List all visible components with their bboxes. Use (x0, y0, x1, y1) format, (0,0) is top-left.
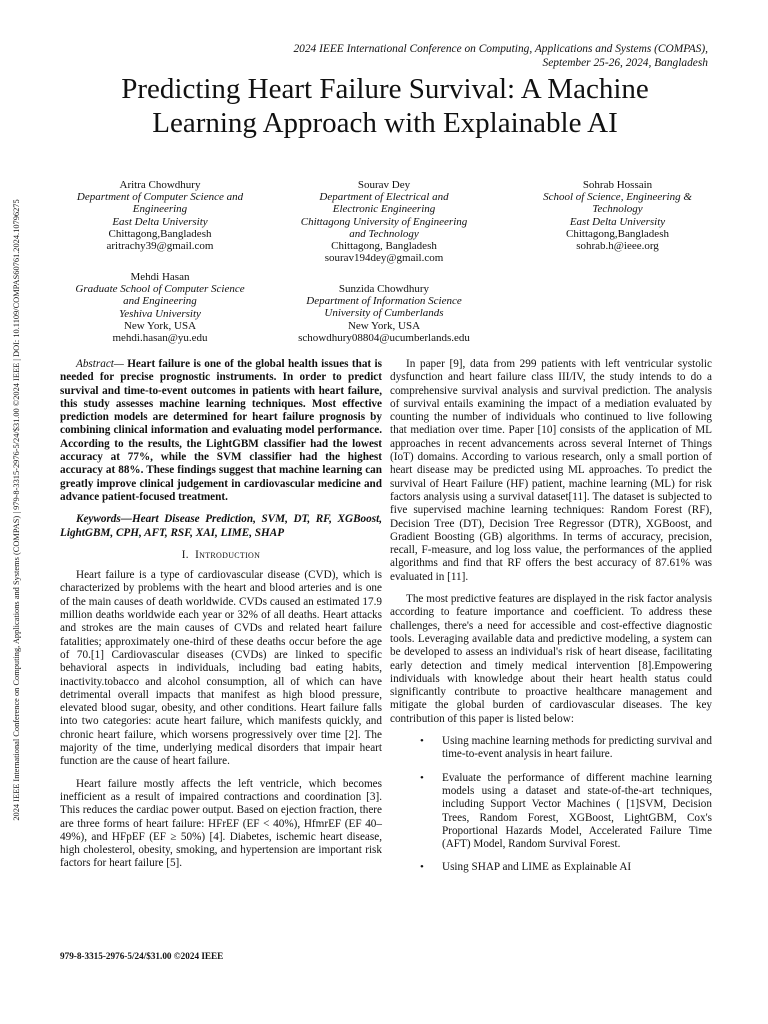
author-block-5 (284, 283, 484, 344)
author-affiliation: Graduate School of Computer Science (75, 283, 245, 296)
author-name: Sunzida Chowdhury (338, 283, 430, 295)
author-affiliation: Chittagong University of Engineering (300, 215, 468, 228)
list-item (420, 735, 712, 762)
keywords-lead: Keywords— (76, 513, 132, 526)
author-name: Mehdi Hasan (130, 271, 190, 283)
page-footer-copyright: 979-8-3315-2976-5/24/$31.00 ©2024 IEEE (60, 951, 224, 961)
author-block-1 (60, 179, 260, 252)
abstract-text: Heart failure is one of the global health issues that is needed for precise prognostic instruments. In order to predict survival and time-to-event outcomes in patients with heart failure, this study assesses machine learning techniques. Most effective prediction models are determined for heart failure prognosis by combining clinical information and evaluating model performance. According to the results, the LightGBM classifier had the lowest accuracy at 77%, while the SVM classifier had the highest accuracy at 88%. These findings suggest that machine learning can greatly improve clinical judgement in cardiovascular medicine and advance patient-focused treatment. (60, 358, 382, 503)
conference-line-2: September 25-26, 2024, Bangladesh (542, 57, 708, 69)
list-item (420, 861, 712, 874)
bullet-icon: • (420, 861, 424, 874)
author-email: sohrab.h@ieee.org (576, 240, 659, 253)
author-city: New York, USA (347, 319, 421, 332)
bullet-icon: • (420, 735, 424, 748)
right-column (390, 358, 712, 885)
author-block-3 (515, 179, 720, 252)
author-affiliation: Department of Information Science (306, 295, 462, 308)
author-affiliation: Electronic Engineering (332, 203, 436, 216)
side-doi-strip (8, 150, 28, 870)
author-affiliation: and Technology (349, 227, 419, 240)
section-number: I. (181, 548, 189, 561)
body-paragraph-2: The most predictive features are displayed in the risk factor analysis according to feature importance and coefficient. To address these challenges, there's a need for accessible and cost-effective diagnostic tools. Leveraging available data and predictive modeling, a system can be developed to assess an individual's risk of heart disease, facilitating early detection and timely medical intervention [8].Empowering individuals with knowledge about their heart health status could significantly contribute to proactive healthcare management and mitigate the global burden of cardiovascular diseases. The key contribution of this paper is listed below: (390, 593, 712, 725)
author-block-4 (60, 271, 260, 344)
author-affiliation: East Delta University (569, 215, 666, 228)
paper-title (60, 72, 710, 140)
list-item-text: Evaluate the performance of different machine learning models using a dataset and state-of-the-art techniques, including Support Vector Machines ( [1]SVM, Decision Trees, Random Forest, XGBoost, LightGBM, Cox's Proportional Hazards Model, Accelerated Failure Time (AFT) Model, Random Survival Forest. (442, 771, 712, 851)
conference-line-1: 2024 IEEE International Conference on Computing, Applications and Systems (COMPAS), (293, 43, 708, 55)
author-name: Sourav Dey (357, 179, 411, 191)
author-affiliation: University of Cumberlands (324, 307, 444, 320)
title-line-1: Predicting Heart Failure Survival: A Machine (121, 73, 649, 105)
author-email: schowdhury08804@ucumberlands.edu (298, 331, 470, 344)
author-city: New York, USA (123, 319, 197, 332)
author-affiliation: Technology (592, 203, 643, 216)
author-name: Sohrab Hossain (582, 179, 653, 191)
author-affiliation: Engineering (132, 203, 188, 216)
author-city: Chittagong,Bangladesh (108, 227, 212, 240)
author-affiliation: Department of Electrical and (319, 191, 449, 204)
author-name: Aritra Chowdhury (119, 179, 201, 191)
title-line-2: Learning Approach with Explainable AI (152, 107, 618, 139)
author-city: Chittagong, Bangladesh (331, 240, 437, 253)
list-item-text: Using SHAP and LIME as Explainable AI (442, 861, 632, 874)
author-city: Chittagong,Bangladesh (566, 227, 669, 240)
section-title: Introduction (195, 548, 261, 561)
author-affiliation: East Delta University (112, 215, 208, 228)
abstract (60, 358, 382, 504)
author-affiliation: School of Science, Engineering & (543, 191, 692, 204)
keywords (60, 513, 382, 540)
abstract-lead: Abstract— (76, 358, 124, 370)
conference-header (108, 42, 708, 70)
author-affiliation: and Engineering (123, 295, 197, 308)
body-paragraph-1: In paper [9], data from 299 patients with left ventricular systolic dysfunction and heart failure class III/IV, the study intends to do a comprehensive survival analysis and survival prediction. The analysis of survival entails examining the impact of a mediation evaluated by counting the number of individuals who continued to live following that mediation over time. Paper [10] consists of the application of ML approaches in recent advancements across several Internet of Things (IoT) domains. According to various research, only a small portion of heart disease may be predicted using ML approaches. To predict the survival of Heart Failure (HF) patient, machine learning (ML) for risk factors analysis using a survival dataset[11]. The dataset is subjected to five supervised machine learning techniques: Random Forest (RF), Decision Tree (DT), Decision Tree Regressor (DTR), XGBoost, and Gradient Boosting (GB) algorithms. In terms of accuracy, precision, recall, F-measure, and log loss value, the performances of the applied algorithms and find that RF offers the best accuracy of 87.61% was evaluated in [11]. (390, 358, 712, 583)
contribution-list (390, 735, 712, 875)
list-item (420, 771, 712, 852)
section-heading (60, 549, 382, 562)
side-doi-text: 2024 IEEE International Conference on Computing, Applications and Systems (COMPAS) | 979-8-3315-2976-5/24/$31.00 ©2024 IEEE | DOI: 10.1109/COMPAS60761.2024.10796275 (12, 199, 21, 821)
author-email: mehdi.hasan@yu.edu (112, 332, 208, 345)
keywords-text: Heart Disease Prediction, SVM, DT, RF, XGBoost, LightGBM, CPH, AFT, RSF, XAI, LIME, SHAP (60, 513, 382, 539)
intro-paragraph-2: Heart failure mostly affects the left ventricle, which becomes inefficient as a result of impaired contractions and coordination [3]. This reduces the cardiac power output. Based on ejection fraction, there are three forms of heart failure: HFrEF (EF < 40%), HfmrEF (EF 40–49%), and HFpEF (EF ≥ 50%) [4]. Diabetes, ischemic heart disease, high cholesterol, obesity, smoking, and hypertension are important risk factors for heart failure [5]. (60, 777, 382, 870)
intro-paragraph-1: Heart failure is a type of cardiovascular disease (CVD), which is characterized by problems with the heart and blood arteries and is one of the main causes of death worldwide. CVDs caused an estimated 17.9 million deaths worldwide each year or 32% of all deaths. Heart attacks and strokes are the main causes of CVDs and related heart failure fatalities; approximately one-third of these deaths occur before the age of 70.[1] Cardiovascular diseases (CVDs) are linked to specific behavioral aspects in individuals, including bad eating habits, inactivity.tobacco and alcohol consumption, all of which can have detrimental overall impacts that manifest as high blood pressure, elevated blood sugar, obesity, and other conditions. Heart failure falls into two categories: acute heart failure, which manifests quickly, and chronic heart failure, which worsens progressively over time [2]. The majority of the time, underlying medical disorders that impair heart function are the cause of heart failure. (60, 569, 382, 768)
bullet-icon: • (420, 771, 424, 784)
author-block-2 (284, 179, 484, 264)
list-item-text: Using machine learning methods for predicting survival and time-to-event analysis in heart failure. (442, 735, 712, 761)
author-affiliation: Department of Computer Science and (76, 191, 244, 204)
author-email: aritrachy39@gmail.com (106, 240, 214, 253)
left-column (60, 358, 382, 880)
author-affiliation: Yeshiva University (119, 307, 201, 320)
author-email: sourav194dey@gmail.com (324, 252, 444, 265)
